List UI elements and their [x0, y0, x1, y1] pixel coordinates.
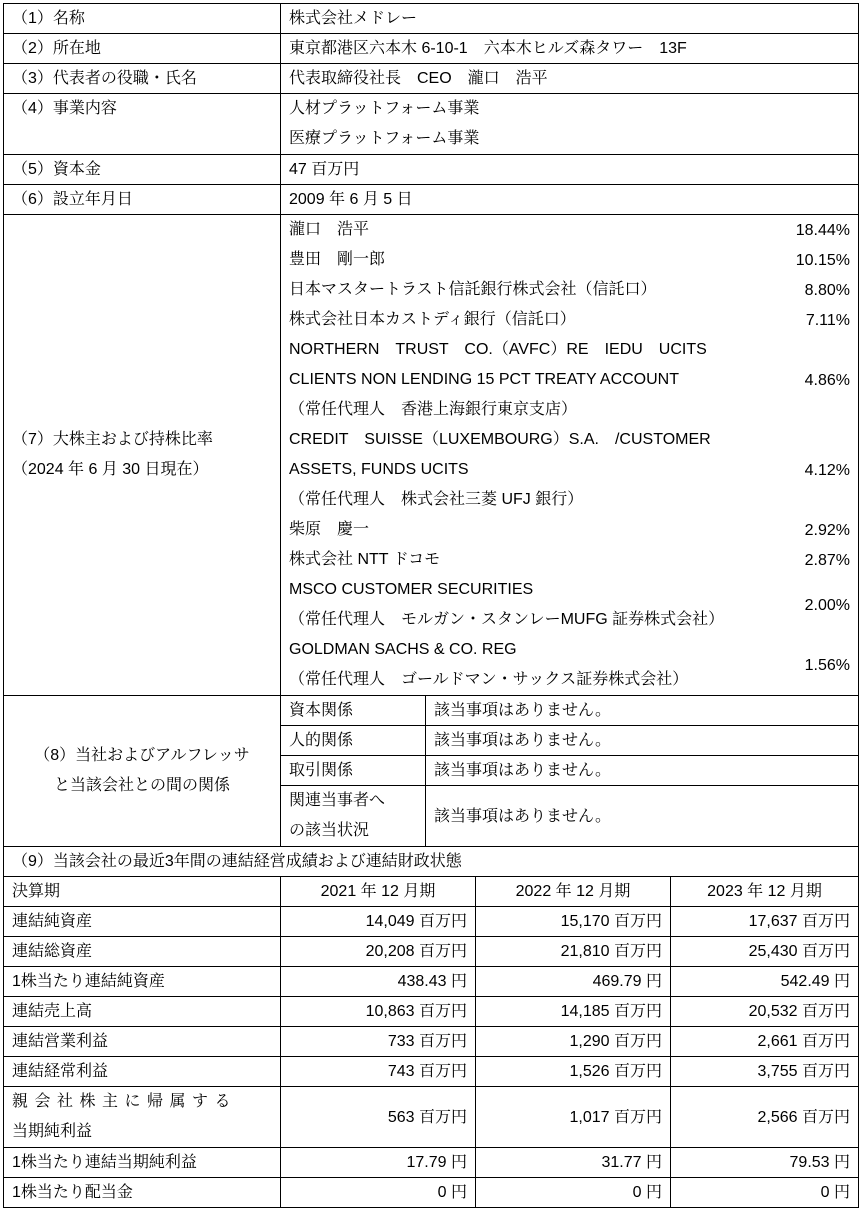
column-header: 2021 年 12 月期: [281, 877, 476, 907]
row-value: [281, 94, 859, 155]
text-line: GOLDMAN SACHS & CO. REG: [289, 641, 517, 658]
financials-row: [4, 1087, 859, 1148]
shareholder-item: [289, 335, 850, 425]
shareholders-row: [4, 215, 859, 696]
metric-label: 連結総資産: [4, 937, 281, 967]
text-line: 親会社株主に帰属する: [12, 1093, 238, 1110]
metric-value: 1,290 百万円: [476, 1027, 671, 1057]
shareholder-item: [289, 245, 850, 275]
metric-label: 連結営業利益: [4, 1027, 281, 1057]
metric-value: 25,430 百万円: [671, 937, 859, 967]
metric-value: 2,566 百万円: [671, 1087, 859, 1148]
metric-value: 17,637 百万円: [671, 907, 859, 937]
metric-value: 20,208 百万円: [281, 937, 476, 967]
shareholder-item: [289, 575, 850, 635]
metric-value: 743 百万円: [281, 1057, 476, 1087]
row-value: 47 百万円: [281, 155, 859, 185]
metric-value: 563 百万円: [281, 1087, 476, 1148]
text-line: （常任代理人 ゴールドマン・サックス証券株式会社）: [289, 671, 689, 688]
shareholding-ratio: 2.00%: [804, 596, 851, 614]
financials-row: [4, 937, 859, 967]
financials-row: [4, 1027, 859, 1057]
financials-row: [4, 1057, 859, 1087]
metric-value: 31.77 円: [476, 1148, 671, 1178]
text-line: 柴原 慶一: [289, 521, 370, 538]
relation-row: [4, 696, 859, 726]
relation-type: 資本関係: [281, 696, 426, 726]
shareholder-name: [289, 545, 780, 575]
metric-value: 17.79 円: [281, 1148, 476, 1178]
row-value: 株式会社メドレー: [281, 4, 859, 34]
text-line: （8）当社およびアルフレッサ: [34, 747, 250, 764]
text-line: NORTHERN TRUST CO.（AVFC）RE IEDU UCITS: [289, 341, 707, 358]
metric-label: 1株当たり連結純資産: [4, 967, 281, 997]
metric-value: 20,532 百万円: [671, 997, 859, 1027]
text-line: の該当状況: [289, 822, 370, 839]
shareholding-ratio: 8.80%: [804, 281, 851, 299]
metric-value: 14,049 百万円: [281, 907, 476, 937]
row-value: 2009 年 6 月 5 日: [281, 185, 859, 215]
shareholder-name: [289, 425, 780, 515]
shareholders-list: [281, 215, 859, 696]
column-header: 2023 年 12 月期: [671, 877, 859, 907]
text-line: 豊田 剛一郎: [289, 251, 386, 268]
shareholding-ratio: 2.92%: [804, 521, 851, 539]
metric-value: 438.43 円: [281, 967, 476, 997]
metric-label: [4, 1087, 281, 1148]
shareholding-ratio: 4.86%: [804, 371, 851, 389]
metric-value: 79.53 円: [671, 1148, 859, 1178]
shareholding-ratio: 7.11%: [805, 311, 851, 329]
shareholder-name: [289, 515, 780, 545]
shareholder-item: [289, 635, 850, 695]
metric-value: 0 円: [476, 1178, 671, 1208]
metric-value: 542.49 円: [671, 967, 859, 997]
shareholder-name: [289, 245, 780, 275]
row-label: （4）事業内容: [4, 94, 281, 155]
info-row: [4, 185, 859, 215]
financials-row: [4, 907, 859, 937]
metric-value: 15,170 百万円: [476, 907, 671, 937]
metric-value: 0 円: [281, 1178, 476, 1208]
shareholding-ratio: 1.56%: [804, 656, 851, 674]
metric-value: 10,863 百万円: [281, 997, 476, 1027]
relation-value: 該当事項はありません。: [426, 726, 859, 756]
text-line: 医療プラットフォーム事業: [289, 130, 480, 147]
shareholder-item: [289, 215, 850, 245]
financials-row: [4, 1148, 859, 1178]
relation-type: 取引関係: [281, 756, 426, 786]
info-row: [4, 34, 859, 64]
text-line: 人材プラットフォーム事業: [289, 100, 480, 117]
shareholding-ratio: 2.87%: [804, 551, 851, 569]
row-value: 東京都港区六本木 6-10-1 六本木ヒルズ森タワー 13F: [281, 34, 859, 64]
shareholder-name: [289, 335, 780, 425]
metric-value: 1,017 百万円: [476, 1087, 671, 1148]
shareholder-name: [289, 215, 780, 245]
relation-value: 該当事項はありません。: [426, 756, 859, 786]
info-row: [4, 94, 859, 155]
financials-title-row: [4, 847, 859, 877]
text-line: 瀧口 浩平: [289, 221, 370, 238]
metric-value: 21,810 百万円: [476, 937, 671, 967]
text-line: CLIENTS NON LENDING 15 PCT TREATY ACCOUNT: [289, 371, 680, 388]
shareholder-item: [289, 545, 850, 575]
text-line: 株式会社日本カストディ銀行（信託口）: [289, 311, 576, 328]
text-line: （7）大株主および持株比率: [12, 431, 213, 448]
info-row: [4, 64, 859, 94]
shareholder-item: [289, 275, 850, 305]
overview-table: [3, 3, 859, 1208]
text-line: と当該会社との間の関係: [53, 777, 230, 794]
financials-row: [4, 1178, 859, 1208]
text-line: 当期純利益: [12, 1123, 93, 1140]
shareholder-name: [289, 275, 780, 305]
metric-label: 連結売上高: [4, 997, 281, 1027]
text-line: 関連当事者へ: [289, 792, 386, 809]
shareholding-ratio: 10.15%: [795, 251, 851, 269]
shareholder-name: [289, 575, 780, 635]
text-line: ASSETS, FUNDS UCITS: [289, 461, 469, 478]
metric-value: 3,755 百万円: [671, 1057, 859, 1087]
company-overview-table: [3, 3, 858, 1208]
metric-value: 14,185 百万円: [476, 997, 671, 1027]
metric-label: 1株当たり連結当期純利益: [4, 1148, 281, 1178]
row-label: （5）資本金: [4, 155, 281, 185]
shareholder-name: [289, 305, 780, 335]
metric-value: 2,661 百万円: [671, 1027, 859, 1057]
financials-row: [4, 967, 859, 997]
row-label: （6）設立年月日: [4, 185, 281, 215]
financials-row: [4, 997, 859, 1027]
row-value: 代表取締役社長 CEO 瀧口 浩平: [281, 64, 859, 94]
relations-label: [4, 696, 281, 847]
financials-header-row: [4, 877, 859, 907]
financials-title: （9）当該会社の最近3年間の連結経営成績および連結財政状態: [4, 847, 859, 877]
relation-value: 該当事項はありません。: [426, 696, 859, 726]
shareholder-item: [289, 515, 850, 545]
relation-type: 人的関係: [281, 726, 426, 756]
shareholding-ratio: 4.12%: [804, 461, 851, 479]
shareholder-item: [289, 305, 850, 335]
text-line: （常任代理人 モルガン・スタンレーMUFG 証券株式会社）: [289, 611, 725, 628]
shareholder-name: [289, 635, 780, 695]
text-line: （常任代理人 株式会社三菱 UFJ 銀行）: [289, 491, 584, 508]
row-label: （3）代表者の役職・氏名: [4, 64, 281, 94]
text-line: （2024 年 6 月 30 日現在）: [12, 461, 209, 478]
shareholding-ratio: 18.44%: [795, 221, 851, 239]
column-header: 2022 年 12 月期: [476, 877, 671, 907]
info-row: [4, 4, 859, 34]
text-line: MSCO CUSTOMER SECURITIES: [289, 581, 534, 598]
text-line: 株式会社 NTT ドコモ: [289, 551, 441, 568]
metric-value: 733 百万円: [281, 1027, 476, 1057]
metric-value: 1,526 百万円: [476, 1057, 671, 1087]
metric-value: 469.79 円: [476, 967, 671, 997]
relation-type: [281, 786, 426, 847]
info-row: [4, 155, 859, 185]
row-label: （1）名称: [4, 4, 281, 34]
text-line: （常任代理人 香港上海銀行東京支店）: [289, 401, 578, 418]
relation-value: 該当事項はありません。: [426, 786, 859, 847]
metric-label: 連結純資産: [4, 907, 281, 937]
metric-value: 0 円: [671, 1178, 859, 1208]
shareholders-label: [4, 215, 281, 696]
row-label: （2）所在地: [4, 34, 281, 64]
text-line: 日本マスタートラスト信託銀行株式会社（信託口）: [289, 281, 657, 298]
metric-label: 1株当たり配当金: [4, 1178, 281, 1208]
column-header: 決算期: [4, 877, 281, 907]
metric-label: 連結経常利益: [4, 1057, 281, 1087]
shareholder-item: [289, 425, 850, 515]
text-line: CREDIT SUISSE（LUXEMBOURG）S.A. /CUSTOMER: [289, 431, 711, 448]
